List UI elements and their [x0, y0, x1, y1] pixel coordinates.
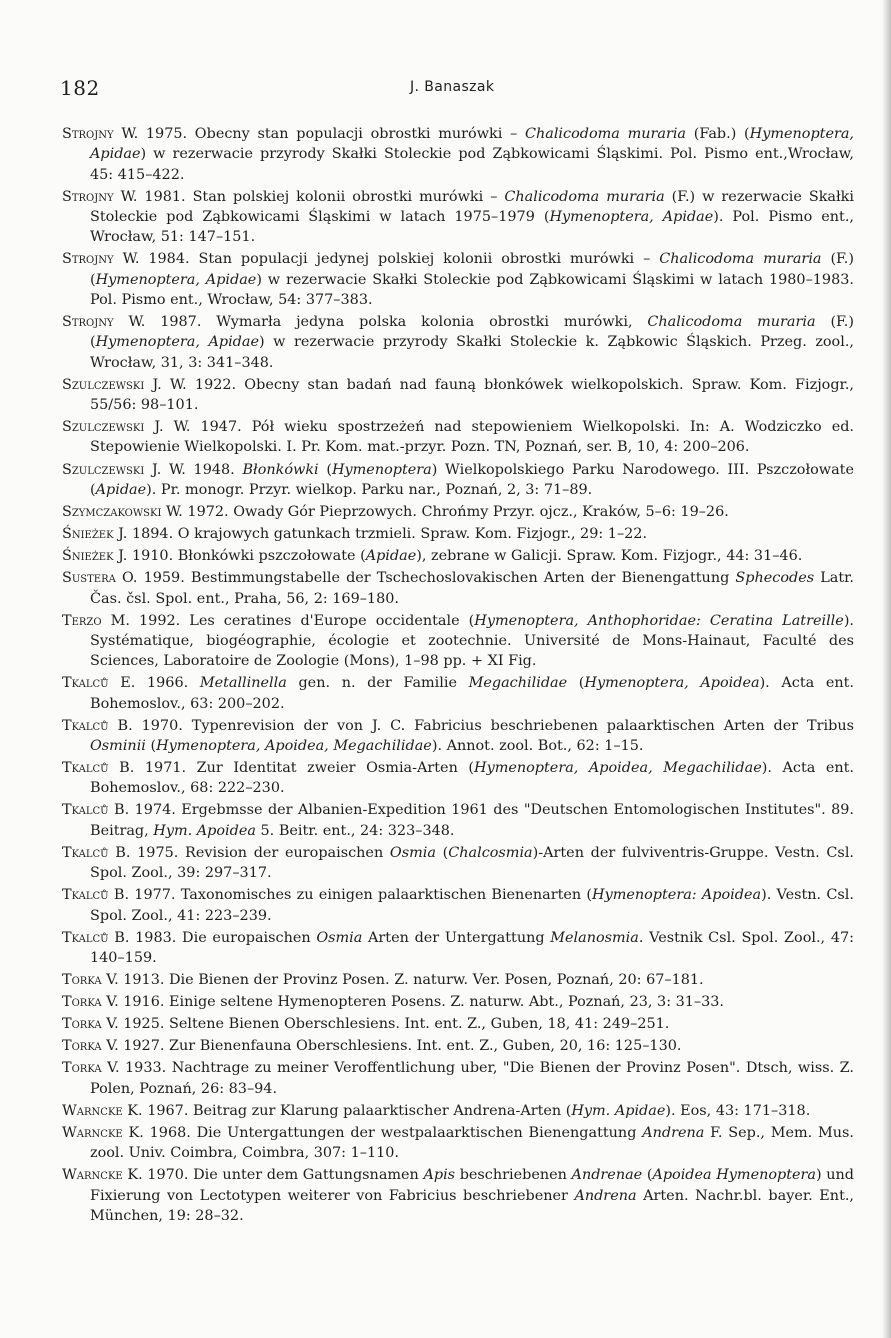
- reference-text: ). Vestn. Csl. Spol. Zool., 41: 223–239.: [90, 887, 854, 924]
- reference-entry: [62, 1165, 854, 1226]
- reference-italic-text: Hymenoptera, Apoidea, Megachilidae: [156, 737, 432, 754]
- reference-entry: [62, 546, 854, 566]
- reference-author: Tkalců: [62, 802, 109, 819]
- reference-entry: [62, 611, 854, 672]
- reference-italic-text: Apidae: [95, 481, 147, 498]
- reference-text: J. 1910. Błonkówki pszczołowate (: [113, 548, 366, 565]
- reference-italic-text: Hym. Apoidea: [153, 822, 256, 839]
- reference-entry: [62, 375, 854, 416]
- reference-author: Torka: [62, 972, 102, 989]
- reference-text: O. 1959. Bestimmungstabelle der Tschechoslovakischen Arten der Bienengattung: [115, 570, 736, 587]
- reference-text: V. 1925. Seltene Bienen Oberschlesiens. Int. ent. Z., Guben, 18, 41: 249–251.: [101, 1016, 670, 1033]
- reference-entry: [62, 1123, 854, 1164]
- reference-entry: [62, 124, 854, 185]
- reference-italic-text: Apoidea Hymenoptera: [652, 1167, 816, 1184]
- reference-author: Szulczewski: [62, 419, 145, 436]
- reference-text: W. 1972. Owady Gór Pieprzowych. Chrońmy Przyr. ojcz., Kraków, 5–6: 19–26.: [161, 503, 729, 520]
- reference-text: W. 1981. Stan polskiej kolonii obrostki murówki –: [113, 188, 505, 205]
- reference-entry: [62, 417, 854, 458]
- reference-text: (F.) (: [90, 251, 854, 288]
- reference-text: ) w rezerwacie przyrody Skałki Stoleckie pod Ząbkowicami Śląskimi. Pol. Pismo ent.,Wrocław, 45: 415–422.: [90, 146, 854, 183]
- reference-italic-text: Hymenoptera, Apoidea, Megachilidae: [474, 760, 762, 777]
- reference-text: ). Systématique, biogéographie, écologie et zootechnie. Université de Mons-Hainaut, Faculté des Sciences, Laboratoire de Zoologie (Mons), 1–98 pp. + XI Fig.: [90, 612, 855, 670]
- reference-author: Szulczewski: [62, 461, 145, 478]
- reference-text: (Fab.) (: [686, 126, 750, 142]
- reference-text: B. 1971. Zur Identitat zweier Osmia-Arten (: [108, 760, 475, 777]
- reference-text: W. 1984. Stan populacji jedynej polskiej kolonii obrostki murówki –: [113, 251, 660, 268]
- reference-text: J. W. 1922. Obecny stan badań nad fauną błonkówek wielkopolskich. Spraw. Kom. Fizjogr., 55/56: 98–101.: [90, 376, 854, 414]
- reference-text: )-Arten der fulviventris-Gruppe. Vestn. Csl. Spol. Zool., 39: 297–317.: [90, 844, 854, 882]
- reference-italic-text: Megachilidae: [468, 675, 568, 692]
- reference-author: Warncke: [62, 1124, 123, 1141]
- reference-author: Tkalců: [62, 887, 109, 904]
- reference-entry: [62, 758, 854, 799]
- reference-author: Śnieżek: [62, 548, 114, 565]
- reference-text: K. 1970. Die unter dem Gattungsnamen: [122, 1167, 424, 1184]
- reference-italic-text: Hymenoptera, Apidae: [95, 271, 257, 288]
- reference-author: Tkalců: [62, 929, 109, 946]
- reference-entry: [62, 1014, 854, 1034]
- reference-text: ). Acta ent. Bohemoslov., 63: 200–202.: [90, 675, 854, 712]
- reference-text: B. 1974. Ergebmsse der Albanien-Expedition 1961 des "Deutschen Entomologischen Institutes". 89. Beitrag,: [90, 802, 854, 839]
- reference-author: Warncke: [62, 1102, 123, 1119]
- reference-text: Latr. Čas. čsl. Spol. ent., Praha, 56, 2: 169–180.: [90, 570, 854, 607]
- page-header: [60, 76, 850, 106]
- reference-italic-text: Hym. Apidae: [571, 1102, 666, 1119]
- reference-entry: [62, 716, 854, 757]
- reference-author: Torka: [62, 1038, 102, 1055]
- reference-entry: [62, 992, 854, 1012]
- reference-italic-text: Apidae: [365, 548, 417, 565]
- reference-text: Arten. Nachr.bl. bayer. Ent., München, 19: 28–32.: [90, 1187, 854, 1224]
- reference-entry: [62, 502, 854, 522]
- reference-author: Tkalců: [62, 717, 109, 734]
- reference-text: ) Wielkopolskiego Parku Narodowego. III. Pszczołowate (: [90, 461, 854, 498]
- reference-author: Tkalců: [62, 844, 109, 861]
- reference-text: M. 1992. Les ceratines d'Europe occidentale (: [101, 612, 475, 629]
- reference-author: Sustera: [62, 570, 116, 587]
- reference-author: Strojny: [62, 251, 114, 268]
- reference-text: beschriebenen: [455, 1167, 572, 1184]
- reference-author: Śnieżek: [62, 526, 114, 543]
- reference-author: Strojny: [62, 314, 114, 331]
- reference-text: ). Acta ent. Bohemoslov., 68: 222–230.: [90, 760, 855, 797]
- reference-entry: [62, 1101, 854, 1121]
- reference-entry: [62, 970, 854, 990]
- reference-text: K. 1968. Die Untergattungen der westpalaarktischen Bienengattung: [122, 1124, 643, 1141]
- reference-entry: [62, 800, 854, 841]
- reference-entry: [62, 524, 854, 544]
- reference-text: gen. n. der Familie: [286, 675, 469, 692]
- reference-italic-text: Chalicodoma muraria: [504, 188, 665, 205]
- reference-italic-text: Andrenae: [571, 1167, 643, 1184]
- reference-list: [62, 124, 854, 1228]
- reference-author: Szymczakowski: [62, 503, 162, 520]
- reference-italic-text: Osminii: [90, 737, 146, 754]
- page-edge-shadow: [882, 0, 891, 1338]
- reference-text: J. W. 1947. Pół wieku spostrzeżeń nad stepowieniem Wielkopolski. In: A. Wodziczko ed. Stepowienie Wielkopolski. I. Pr. Kom. mat.-przyr. Pozn. TN, Poznań, ser. B, 10, 4: 200–206.: [90, 419, 854, 456]
- reference-text: V. 1927. Zur Bienenfauna Oberschlesiens. Int. ent. Z., Guben, 20, 16: 125–130.: [101, 1038, 682, 1055]
- page-number: 182: [60, 76, 100, 100]
- reference-text: (F.) (: [90, 314, 854, 351]
- reference-text: B. 1977. Taxonomisches zu einigen palaarktischen Bienenarten (: [108, 887, 593, 904]
- reference-text: ) und Fixierung von Lectotypen weiterer von Fabricius beschriebener: [90, 1167, 854, 1204]
- reference-italic-text: Hymenoptera: [331, 461, 432, 478]
- reference-text: ) w rezerwacie przyrody Skałki Stoleckie k. Ząbkowic Śląskich. Przeg. zool., Wrocław, 31, 3: 341–348.: [90, 334, 854, 371]
- reference-entry: [62, 1058, 854, 1099]
- reference-italic-text: Chalicodoma muraria: [647, 314, 816, 331]
- reference-entry: [62, 928, 854, 969]
- reference-italic-text: Hymenoptera, Apoidea: [584, 675, 760, 692]
- reference-author: Torka: [62, 994, 102, 1011]
- reference-text: V. 1933. Nachtrage zu meiner Veroffentlichung uber, "Die Bienen der Provinz Posen". Dtsch, wiss. Z. Polen, Poznań, 26: 83–94.: [90, 1060, 854, 1097]
- reference-entry: [62, 187, 854, 248]
- reference-entry: [62, 312, 854, 373]
- reference-italic-text: Andrena: [642, 1124, 705, 1141]
- reference-text: B. 1970. Typenrevision der von J. C. Fabricius beschriebenen palaarktischen Arten der Tribus: [108, 717, 854, 734]
- reference-italic-text: Osmia: [316, 929, 363, 946]
- reference-italic-text: Hymenoptera, Apidae: [90, 126, 854, 163]
- reference-text: Arten der Untergattung: [362, 929, 551, 946]
- reference-entry: [62, 249, 854, 310]
- reference-author: Torka: [62, 1060, 102, 1077]
- reference-italic-text: Hymenoptera: Apoidea: [592, 887, 762, 904]
- reference-text: B. 1983. Die europaischen: [108, 929, 317, 946]
- reference-text: V. 1916. Einige seltene Hymenopteren Posens. Z. naturw. Abt., Poznań, 23, 3: 31–33.: [101, 994, 725, 1011]
- reference-author: Strojny: [62, 126, 114, 142]
- reference-entry: [62, 843, 854, 884]
- reference-text: ). Pr. monogr. Przyr. wielkop. Parku nar., Poznań, 2, 3: 71–89.: [146, 481, 593, 498]
- reference-text: 5. Beitr. ent., 24: 323–348.: [255, 822, 455, 839]
- reference-author: Terzo: [62, 612, 102, 629]
- reference-text: E. 1966.: [108, 675, 200, 692]
- reference-text: F. Sep., Mem. Mus. zool. Univ. Coimbra, Coimbra, 307: 1–110.: [90, 1124, 854, 1162]
- reference-text: J. 1894. O krajowych gatunkach trzmieli. Spraw. Kom. Fizjogr., 29: 1–22.: [113, 526, 648, 543]
- reference-italic-text: Andrena: [574, 1187, 637, 1204]
- reference-text: (: [318, 461, 332, 478]
- reference-italic-text: Chalcosmia: [448, 844, 533, 861]
- reference-italic-text: Hymenoptera, Anthophoridae: Ceratina Latreille: [474, 612, 844, 629]
- reference-text: J. W. 1948.: [144, 461, 243, 478]
- reference-italic-text: Chalicodoma muraria: [524, 126, 687, 142]
- reference-entry: [62, 568, 854, 609]
- reference-text: ). Pol. Pismo ent., Wrocław, 51: 147–151.: [90, 208, 854, 246]
- reference-italic-text: Apis: [423, 1167, 456, 1184]
- reference-text: V. 1913. Die Bienen der Provinz Posen. Z. naturw. Ver. Posen, Poznań, 20: 67–181.: [101, 972, 704, 989]
- reference-text: (F.) w rezerwacie Skałki Stoleckie pod Ząbkowicami Śląskimi w latach 1975–1979 (: [90, 188, 854, 225]
- reference-text: ). Eos, 43: 171–318.: [665, 1102, 811, 1119]
- reference-italic-text: Błonkówki: [242, 461, 319, 478]
- reference-text: (: [145, 737, 157, 754]
- reference-italic-text: Sphecodes: [735, 570, 815, 587]
- reference-text: ). Annot. zool. Bot., 62: 1–15.: [431, 737, 644, 754]
- reference-author: Tkalců: [62, 760, 109, 777]
- reference-author: Torka: [62, 1016, 102, 1033]
- reference-text: (: [642, 1167, 653, 1184]
- reference-author: Tkalců: [62, 675, 109, 692]
- running-head: J. Banaszak: [410, 79, 495, 95]
- reference-italic-text: Metallinella: [199, 675, 287, 692]
- reference-text: ), zebrane w Galicji. Spraw. Kom. Fizjogr., 44: 31–46.: [416, 548, 803, 565]
- reference-text: W. 1975. Obecny stan populacji obrostki murówki –: [113, 126, 525, 142]
- reference-text: K. 1967. Beitrag zur Klarung palaarktischer Andrena-Arten (: [122, 1102, 572, 1119]
- reference-italic-text: Hymenoptera, Apidae: [549, 208, 714, 225]
- reference-text: B. 1975. Revision der europaischen: [108, 844, 390, 861]
- reference-text: W. 1987. Wymarła jedyna polska kolonia obrostki murówki,: [113, 314, 648, 331]
- reference-italic-text: Osmia: [389, 844, 436, 861]
- reference-author: Strojny: [62, 188, 114, 205]
- reference-italic-text: Chalicodoma muraria: [659, 251, 822, 268]
- reference-text: (: [435, 844, 449, 861]
- reference-entry: [62, 1036, 854, 1056]
- reference-text: ) w rezerwacie Skałki Stoleckie pod Ząbkowicami Śląskimi w latach 1980–1983. Pol. Pismo ent., Wrocław, 54: 377–383.: [90, 271, 854, 308]
- reference-entry: [62, 885, 854, 926]
- reference-text: (: [567, 675, 585, 692]
- reference-entry: [62, 673, 854, 714]
- reference-entry: [62, 460, 854, 501]
- reference-italic-text: Melanosmia: [550, 929, 639, 946]
- reference-italic-text: Hymenoptera, Apidae: [95, 334, 259, 351]
- reference-author: Warncke: [62, 1167, 123, 1184]
- reference-author: Szulczewski: [62, 376, 145, 393]
- reference-text: . Vestnik Csl. Spol. Zool., 47: 140–159.: [90, 929, 854, 966]
